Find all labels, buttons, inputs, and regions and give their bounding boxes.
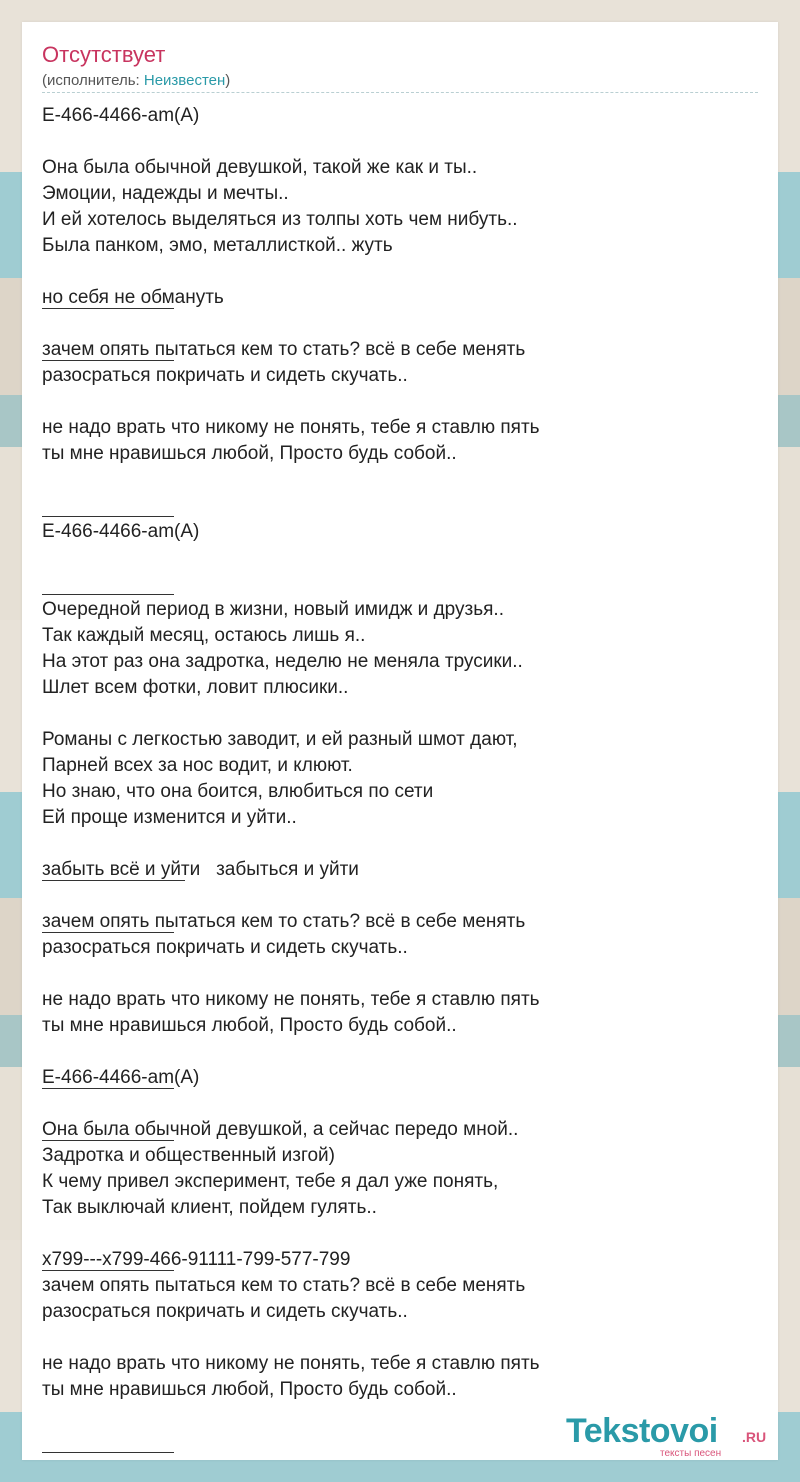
lyric-line: На этот раз она задротка, неделю не меняла трусики.. [42, 651, 523, 672]
lyric-line: Парней всех за нос водит, и клюют. [42, 755, 353, 776]
lyric-line: ты мне нравишься любой, Просто будь собой.. [42, 443, 457, 464]
lyrics-body [42, 103, 758, 1429]
lyric-line: Так выключай клиент, пойдем гулять.. [42, 1197, 377, 1218]
logo-wordmark: Tekstovoi [566, 1412, 718, 1450]
lyric-line [42, 129, 758, 155]
lyric-line: Но знаю, что она боится, влюбиться по сети [42, 781, 434, 802]
logo-tagline: тексты песен [660, 1448, 722, 1459]
lyric-line [42, 961, 758, 987]
artist-line [42, 72, 230, 89]
lyric-line [42, 493, 758, 519]
lyric-line: Она была обычной девушкой, такой же как и ты.. [42, 157, 478, 178]
lyric-separator [42, 259, 758, 285]
lyric-line: забыть всё и уйти забыться и уйти [42, 859, 359, 880]
lyric-line: К чему привел эксперимент, тебе я дал уже понять, [42, 1171, 499, 1192]
lyric-line [42, 1325, 758, 1351]
artist-prefix: (исполнитель: [42, 72, 144, 89]
lyric-separator [42, 1221, 758, 1247]
lyric-line: ты мне нравишься любой, Просто будь собой.. [42, 1379, 457, 1400]
lyric-line: Была панком, эмо, металлисткой.. жуть [42, 235, 393, 256]
lyric-line [42, 571, 758, 597]
lyric-separator [42, 1091, 758, 1117]
lyric-line: ты мне нравишься любой, Просто будь собой.. [42, 1015, 457, 1036]
lyric-line: Романы с легкостью заводит, и ей разный шмот дают, [42, 729, 518, 750]
lyric-line: E-466-4466-am(A) [42, 105, 200, 126]
lyric-line: Ей проще изменится и уйти.. [42, 807, 297, 828]
lyric-line: но себя не обмануть [42, 287, 224, 308]
lyric-line: не надо врать что никому не понять, тебе я ставлю пять [42, 1353, 540, 1374]
lyric-line: разосраться покричать и сидеть скучать.. [42, 365, 408, 386]
lyric-line: Эмоции, надежды и мечты.. [42, 183, 289, 204]
lyric-line [42, 701, 758, 727]
artist-link[interactable]: Неизвестен [143, 72, 226, 89]
lyric-line: разосраться покричать и сидеть скучать.. [42, 937, 408, 958]
lyric-line: не надо врать что никому не понять, тебе я ставлю пять [42, 417, 540, 438]
lyric-line: x799---x799-466-91111-799-577-799 [42, 1249, 351, 1270]
lyric-separator [42, 883, 758, 909]
artist-suffix: ) [225, 72, 231, 89]
site-logo[interactable] [566, 1412, 776, 1460]
lyric-separator [42, 831, 758, 857]
title-divider [42, 92, 758, 93]
lyric-line: И ей хотелось выделяться из толпы хоть чем нибуть.. [42, 209, 518, 230]
lyric-line: зачем опять пытаться кем то стать? всё в себе менять [42, 339, 526, 360]
song-title: Отсутствует [42, 42, 166, 67]
lyric-line: не надо врать что никому не понять, тебе я ставлю пять [42, 989, 540, 1010]
logo-domain: .RU [742, 1429, 767, 1445]
lyric-line: Очередной период в жизни, новый имидж и друзья.. [42, 599, 504, 620]
lyric-line: Она была обычной девушкой, а сейчас передо мной.. [42, 1119, 519, 1140]
lyric-line: E-466-4466-am(A) [42, 521, 200, 542]
lyric-line: E-466-4466-am(A) [42, 1067, 200, 1088]
lyric-separator [42, 1039, 758, 1065]
lyric-line: разосраться покричать и сидеть скучать.. [42, 1301, 408, 1322]
lyrics-card [22, 22, 778, 1460]
lyric-separator [42, 311, 758, 337]
lyric-line: Задротка и общественный изгой) [42, 1145, 335, 1166]
lyric-line: зачем опять пытаться кем то стать? всё в себе менять [42, 911, 526, 932]
lyric-line: зачем опять пытаться кем то стать? всё в себе менять [42, 1275, 526, 1296]
lyric-line [42, 389, 758, 415]
lyric-line: Так каждый месяц, остаюсь лишь я.. [42, 625, 366, 646]
lyric-line: Шлет всем фотки, ловит плюсики.. [42, 677, 349, 698]
lyric-separator [42, 545, 758, 571]
lyric-separator [42, 467, 758, 493]
